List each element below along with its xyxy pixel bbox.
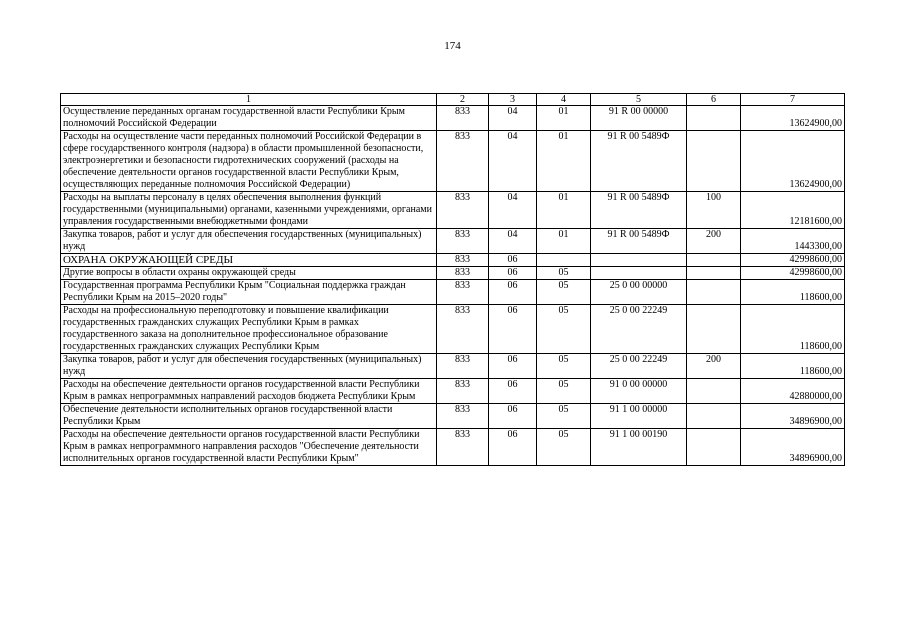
row-ved: 833: [437, 229, 489, 254]
row-pr: 01: [537, 229, 591, 254]
row-vr: [687, 305, 741, 354]
row-csr: 91 R 00 5489Ф: [591, 192, 687, 229]
row-rz: 06: [489, 305, 537, 354]
row-name: Другие вопросы в области охраны окружающей среды: [61, 267, 437, 280]
row-rz: 06: [489, 404, 537, 429]
row-vr: [687, 404, 741, 429]
row-csr: 25 0 00 00000: [591, 280, 687, 305]
row-pr: 05: [537, 429, 591, 466]
row-vr: [687, 254, 741, 267]
table-row: [61, 106, 845, 131]
row-pr: [537, 254, 591, 267]
row-sum: 34896900,00: [741, 429, 845, 466]
row-ved: 833: [437, 267, 489, 280]
row-name: Расходы на осуществление части переданных полномочий Российской Федерации в сфере государственного контроля (надзора) в области промышленной безопасности, электроэнергетики и безопасности гидротехнических сооружений (расходы на обеспечение деятельности органов государственной власти Республики Крым, осуществляющих переданные полномочия Российской Федерации): [61, 131, 437, 192]
row-ved: 833: [437, 280, 489, 305]
row-name: Закупка товаров, работ и услуг для обеспечения государственных (муниципальных) нужд: [61, 229, 437, 254]
column-header: 2: [437, 94, 489, 106]
row-sum: 34896900,00: [741, 404, 845, 429]
row-csr: 91 0 00 00000: [591, 379, 687, 404]
row-pr: 05: [537, 280, 591, 305]
row-rz: 04: [489, 192, 537, 229]
row-ved: 833: [437, 254, 489, 267]
budget-table: [60, 93, 845, 466]
column-header: 1: [61, 94, 437, 106]
row-sum: 13624900,00: [741, 131, 845, 192]
row-vr: [687, 267, 741, 280]
row-pr: 01: [537, 192, 591, 229]
table-row: [61, 192, 845, 229]
table-row: [61, 280, 845, 305]
row-name: ОХРАНА ОКРУЖАЮЩЕЙ СРЕДЫ: [61, 254, 437, 267]
table-header-row: [61, 94, 845, 106]
row-name: Расходы на выплаты персоналу в целях обеспечения выполнения функций государственными (муниципальными) органами, казенными учреждениями, органами управления государственными внебюджетными фондами: [61, 192, 437, 229]
row-rz: 06: [489, 254, 537, 267]
row-rz: 06: [489, 280, 537, 305]
row-name: Расходы на профессиональную переподготовку и повышение квалификации государственных гражданских служащих Республики Крым в рамках государственного заказа на дополнительное профессиональное образование государственных гражданских служащих Республики Крым: [61, 305, 437, 354]
row-ved: 833: [437, 429, 489, 466]
row-vr: [687, 280, 741, 305]
row-pr: 05: [537, 354, 591, 379]
table-row: [61, 254, 845, 267]
row-sum: 13624900,00: [741, 106, 845, 131]
table-row: [61, 429, 845, 466]
row-rz: 06: [489, 429, 537, 466]
row-rz: 06: [489, 379, 537, 404]
row-pr: 05: [537, 404, 591, 429]
row-csr: 91 R 00 5489Ф: [591, 229, 687, 254]
row-vr: [687, 379, 741, 404]
row-ved: 833: [437, 106, 489, 131]
row-pr: 05: [537, 305, 591, 354]
column-header: 6: [687, 94, 741, 106]
table-row: [61, 131, 845, 192]
row-name: Государственная программа Республики Крым "Социальная поддержка граждан Республики Крым на 2015–2020 годы": [61, 280, 437, 305]
column-header: 5: [591, 94, 687, 106]
row-pr: 01: [537, 131, 591, 192]
row-ved: 833: [437, 379, 489, 404]
row-csr: 25 0 00 22249: [591, 354, 687, 379]
row-name: Расходы на обеспечение деятельности органов государственной власти Республики Крым в рамках непрограммного направления расходов "Обеспечение деятельности исполнительных органов государственной власти Республики Крым": [61, 429, 437, 466]
row-name: Обеспечение деятельности исполнительных органов государственной власти Республики Крым: [61, 404, 437, 429]
row-rz: 04: [489, 229, 537, 254]
row-csr: 91 1 00 00190: [591, 429, 687, 466]
row-sum: 1443300,00: [741, 229, 845, 254]
row-csr: [591, 267, 687, 280]
row-vr: [687, 106, 741, 131]
row-name: Закупка товаров, работ и услуг для обеспечения государственных (муниципальных) нужд: [61, 354, 437, 379]
page-number: 174: [444, 40, 461, 52]
row-rz: 06: [489, 354, 537, 379]
row-sum: 42998600,00: [741, 267, 845, 280]
row-vr: [687, 429, 741, 466]
row-sum: 42998600,00: [741, 254, 845, 267]
row-vr: 100: [687, 192, 741, 229]
row-vr: 200: [687, 354, 741, 379]
row-csr: [591, 254, 687, 267]
row-vr: [687, 131, 741, 192]
column-header: 7: [741, 94, 845, 106]
row-pr: 05: [537, 379, 591, 404]
row-csr: 91 R 00 00000: [591, 106, 687, 131]
row-csr: 91 R 00 5489Ф: [591, 131, 687, 192]
row-sum: 12181600,00: [741, 192, 845, 229]
row-ved: 833: [437, 131, 489, 192]
row-sum: 42880000,00: [741, 379, 845, 404]
row-vr: 200: [687, 229, 741, 254]
row-pr: 01: [537, 106, 591, 131]
row-name: Расходы на обеспечение деятельности органов государственной власти Республики Крым в рамках непрограммных направлений расходов бюджета Республики Крым: [61, 379, 437, 404]
table-row: [61, 404, 845, 429]
table-row: [61, 229, 845, 254]
row-sum: 118600,00: [741, 280, 845, 305]
row-ved: 833: [437, 305, 489, 354]
row-csr: 91 1 00 00000: [591, 404, 687, 429]
table-row: [61, 354, 845, 379]
row-sum: 118600,00: [741, 305, 845, 354]
table-row: [61, 267, 845, 280]
row-rz: 04: [489, 131, 537, 192]
table-row: [61, 305, 845, 354]
row-ved: 833: [437, 354, 489, 379]
row-rz: 04: [489, 106, 537, 131]
row-rz: 06: [489, 267, 537, 280]
row-name: Осуществление переданных органам государственной власти Республики Крым полномочий Российской Федерации: [61, 106, 437, 131]
row-csr: 25 0 00 22249: [591, 305, 687, 354]
column-header: 4: [537, 94, 591, 106]
row-ved: 833: [437, 192, 489, 229]
row-pr: 05: [537, 267, 591, 280]
row-ved: 833: [437, 404, 489, 429]
column-header: 3: [489, 94, 537, 106]
table-row: [61, 379, 845, 404]
row-sum: 118600,00: [741, 354, 845, 379]
